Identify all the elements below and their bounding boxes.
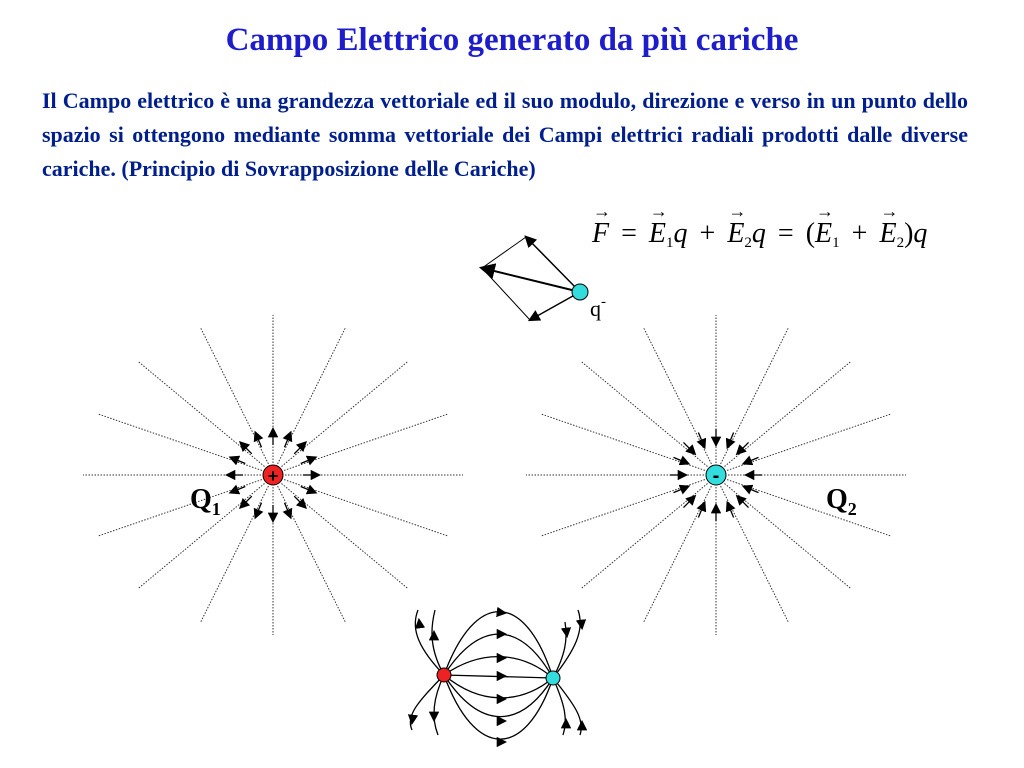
field-line-q1 — [278, 327, 346, 464]
field-line-q1 — [97, 414, 261, 471]
vector-e1-arrow — [526, 237, 580, 292]
dipole-field-line — [410, 675, 444, 730]
field-arrow-q2 — [683, 496, 694, 507]
parallelogram-edge — [482, 268, 530, 320]
field-arrow-q1 — [255, 503, 261, 518]
resultant-arrow — [482, 268, 580, 292]
field-line-q1 — [281, 483, 407, 588]
field-line-q2 — [724, 362, 850, 467]
charge-q1-label: Q — [190, 484, 212, 515]
charge-q1-subscript: 1 — [211, 499, 221, 519]
vector-e2-arrow — [530, 292, 580, 320]
dipole-field-line — [553, 610, 580, 678]
dipole-field-line — [444, 675, 553, 739]
field-line-q2 — [727, 414, 891, 471]
dipole-arrow — [412, 715, 413, 723]
charge-q2-label: Q — [826, 484, 848, 515]
description-paragraph: Il Campo elettrico è una grandezza vettoriale ed il suo modulo, direzione e verso in un punto dello spazio si ottengono mediante somma vettoriale dei Campi elettrici radiali prodotti dalle diverse cariche. (Principio di Sovrapposizione delle Cariche) — [42, 88, 968, 181]
field-line-q1 — [278, 486, 346, 623]
field-vector-e2-sum: → E — [879, 218, 896, 250]
field-arrow-q1 — [284, 503, 290, 518]
force-vector: → F — [592, 218, 609, 250]
field-arrow-q2 — [698, 503, 704, 518]
charge-q2-sign: - — [712, 465, 720, 487]
field-line-q2 — [643, 327, 711, 464]
field-line-q2 — [721, 327, 789, 464]
parallelogram-edge — [482, 237, 526, 268]
field-arrow-q2 — [737, 442, 748, 453]
dipole-field-line — [444, 612, 553, 678]
field-arrow-q2 — [698, 433, 704, 448]
field-line-q2 — [643, 486, 711, 623]
field-line-q1 — [284, 480, 448, 537]
svg-text:Q2 — [826, 484, 857, 519]
superposition-formula: → F = → $E_1q$ + → $E_2q$ = (→ $E_1$ + → $E_2)q$ — [592, 218, 927, 252]
field-line-q2 — [540, 480, 704, 537]
dipole-field-line — [444, 657, 553, 678]
field-line-q2 — [582, 362, 708, 467]
dipole-negative-charge — [546, 671, 560, 685]
field-line-q1 — [97, 480, 261, 537]
charge-q1-sign: + — [267, 466, 279, 486]
test-charge-label: q — [590, 296, 601, 321]
field-vector-e2: → E — [727, 218, 744, 250]
field-line-q1 — [139, 362, 265, 467]
dipole-arrow — [419, 620, 420, 628]
field-arrow-q1 — [255, 433, 261, 448]
field-arrow-q2 — [727, 503, 733, 518]
dipole-field-line — [432, 610, 444, 675]
field-arrow-q2 — [737, 496, 748, 507]
dipole-positive-charge — [437, 668, 451, 682]
vector-sum — [482, 237, 606, 321]
field-arrow-q2 — [683, 442, 694, 453]
field-line-q2 — [721, 486, 789, 623]
field-vector-e1: → E — [649, 218, 666, 250]
field-line-q2 — [582, 483, 708, 588]
test-charge — [572, 284, 588, 300]
field-arrow-q1 — [294, 442, 305, 453]
field-arrow-q1 — [240, 496, 251, 507]
dipole-arrow — [581, 620, 582, 628]
field-arrow-q2 — [727, 433, 733, 448]
page-title: Campo Elettrico generato da più cariche — [225, 22, 799, 58]
test-charge-sign: - — [601, 294, 606, 310]
dipole-field-line — [444, 675, 553, 698]
field-arrow-q1 — [294, 496, 305, 507]
charge-q2-subscript: 2 — [847, 499, 857, 519]
field-vector-e1-sum: → E — [815, 218, 832, 250]
field-line-q2 — [727, 480, 891, 537]
field-line-q1 — [200, 327, 268, 464]
field-arrow-q1 — [240, 442, 251, 453]
field-arrow-q1 — [284, 433, 290, 448]
svg-text:q- — [590, 294, 606, 321]
svg-text:Q1 — [190, 484, 221, 519]
field-line-q1 — [281, 362, 407, 467]
field-line-q1 — [284, 414, 448, 471]
field-line-q2 — [540, 414, 704, 471]
